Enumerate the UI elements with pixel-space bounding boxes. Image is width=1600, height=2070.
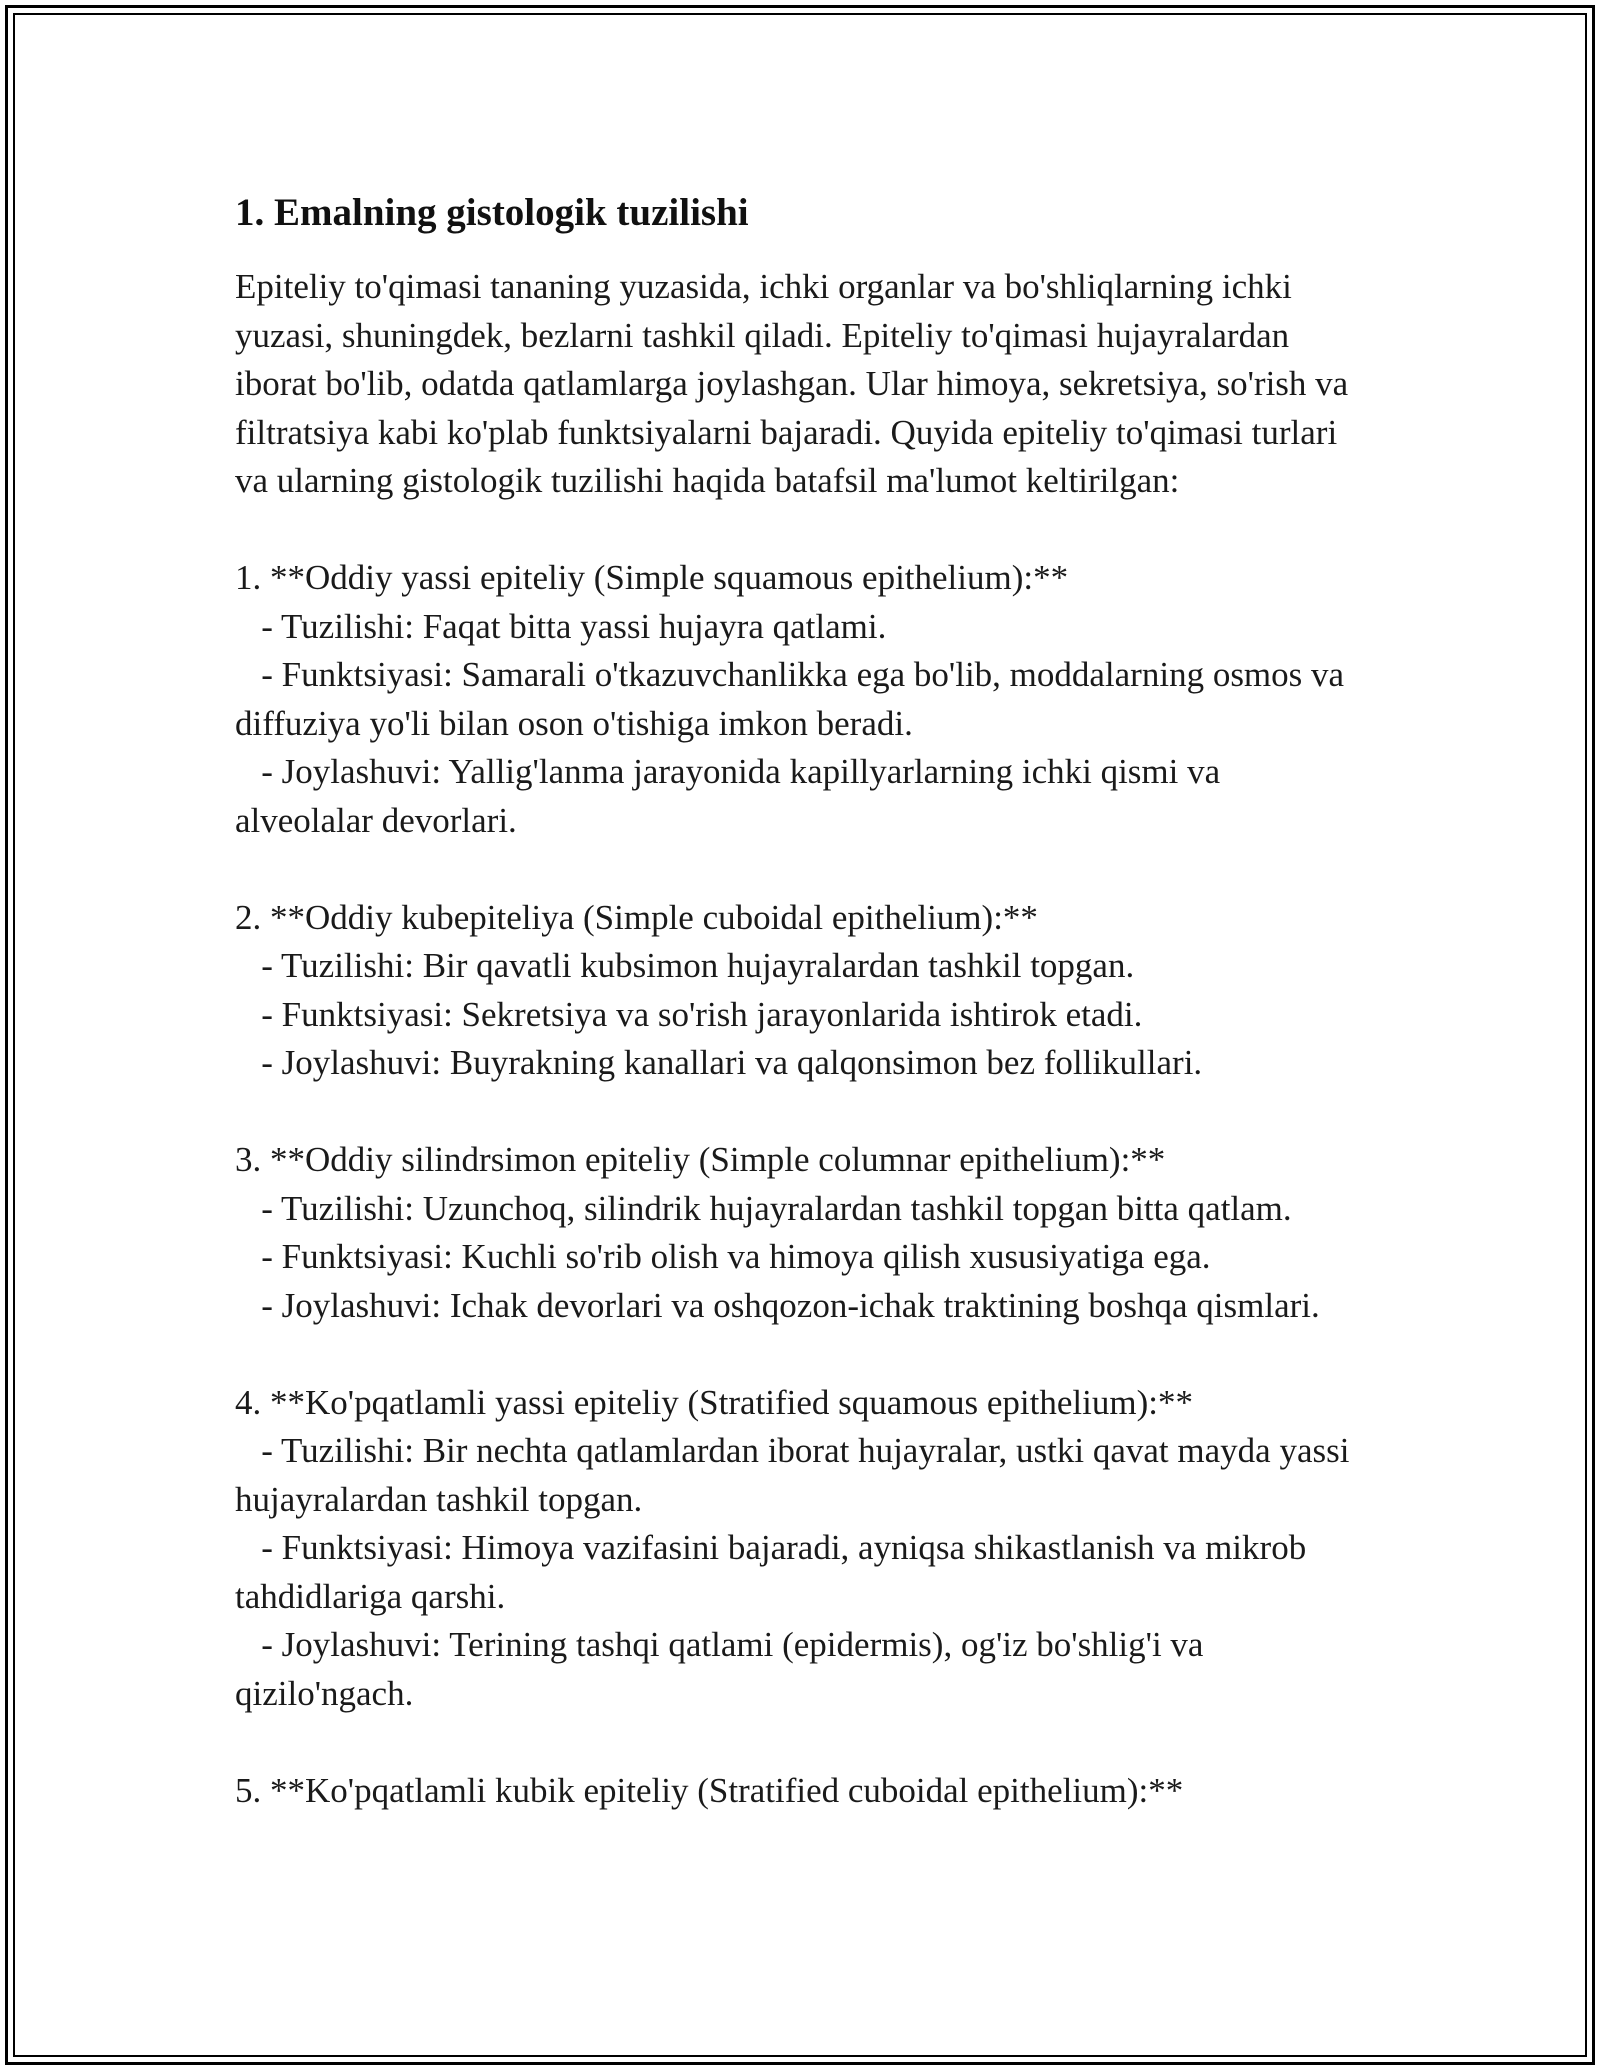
item-location: - Joylashuvi: Terining tashqi qatlami (epidermis), og'iz bo'shlig'i va qizilo'ngach. (235, 1625, 1213, 1713)
list-item (235, 1136, 1365, 1330)
document-title: 1. Emalning gistologik tuzilishi (235, 191, 749, 234)
item-function: - Funktsiyasi: Samarali o'tkazuvchanlikka ega bo'lib, moddalarning osmos va diffuziya yo'li bilan oson o'tishiga imkon beradi. (235, 655, 1353, 743)
spacer (235, 1088, 1365, 1137)
spacer (235, 506, 1365, 555)
intro-paragraph: Epiteliy to'qimasi tananing yuzasida, ichki organlar va bo'shliqlarning ichki yuzasi, shuningdek, bezlarni tashkil qiladi. Epiteliy to'qimasi hujayralardan iborat bo'lib, odatda qatlamlarga joylashgan. Ular himoya, sekretsiya, so'rish va filtratsiya kabi ko'plab funktsiyalarni bajaradi. Quyida epiteliy to'qimasi turlari va ularning gistologik tuzilishi haqida batafsil ma'lumot keltirilgan: (235, 267, 1357, 500)
item-structure: - Tuzilishi: Bir nechta qatlamlardan iborat hujayralar, ustki qavat mayda yassi hujayralardan tashkil topgan. (235, 1431, 1359, 1519)
item-structure: - Tuzilishi: Faqat bitta yassi hujayra qatlami. (235, 606, 887, 646)
spacer (235, 845, 1365, 894)
item-heading: 5. **Ko'pqatlamli kubik epiteliy (Stratified cuboidal epithelium):** (235, 1770, 1184, 1810)
list-item (235, 894, 1365, 1088)
item-heading: 1. **Oddiy yassi epiteliy (Simple squamous epithelium):** (235, 558, 1069, 597)
item-location: - Joylashuvi: Buyrakning kanallari va qalqonsimon bez follikullari. (235, 1043, 1203, 1082)
item-heading: 4. **Ko'pqatlamli yassi epiteliy (Stratified squamous epithelium):** (235, 1382, 1193, 1422)
spacer (235, 1330, 1365, 1379)
list-item (235, 1379, 1365, 1719)
item-function: - Funktsiyasi: Himoya vazifasini bajaradi, ayniqsa shikastlanish va mikrob tahdidlariga qarshi. (235, 1528, 1315, 1616)
list-item (235, 554, 1365, 845)
item-function: - Funktsiyasi: Kuchli so'rib olish va himoya qilish xususiyatiga ega. (235, 1237, 1211, 1276)
item-structure: - Tuzilishi: Uzunchoq, silindrik hujayralardan tashkil topgan bitta qatlam. (235, 1188, 1292, 1228)
item-location: - Joylashuvi: Ichak devorlari va oshqozon-ichak traktining boshqa qismlari. (235, 1285, 1320, 1325)
item-structure: - Tuzilishi: Bir qavatli kubsimon hujayralardan tashkil topgan. (235, 946, 1135, 985)
item-function: - Funktsiyasi: Sekretsiya va so'rish jarayonlarida ishtirok etadi. (235, 994, 1143, 1034)
item-heading: 2. **Oddiy kubepiteliya (Simple cuboidal epithelium):** (235, 897, 1038, 937)
spacer (235, 1718, 1365, 1767)
item-heading: 3. **Oddiy silindrsimon epiteliy (Simple columnar epithelium):** (235, 1140, 1166, 1179)
document-body (235, 185, 1365, 1815)
item-location: - Joylashuvi: Yallig'lanma jarayonida kapillyarlarning ichki qismi va alveolalar devorlari. (235, 752, 1229, 840)
